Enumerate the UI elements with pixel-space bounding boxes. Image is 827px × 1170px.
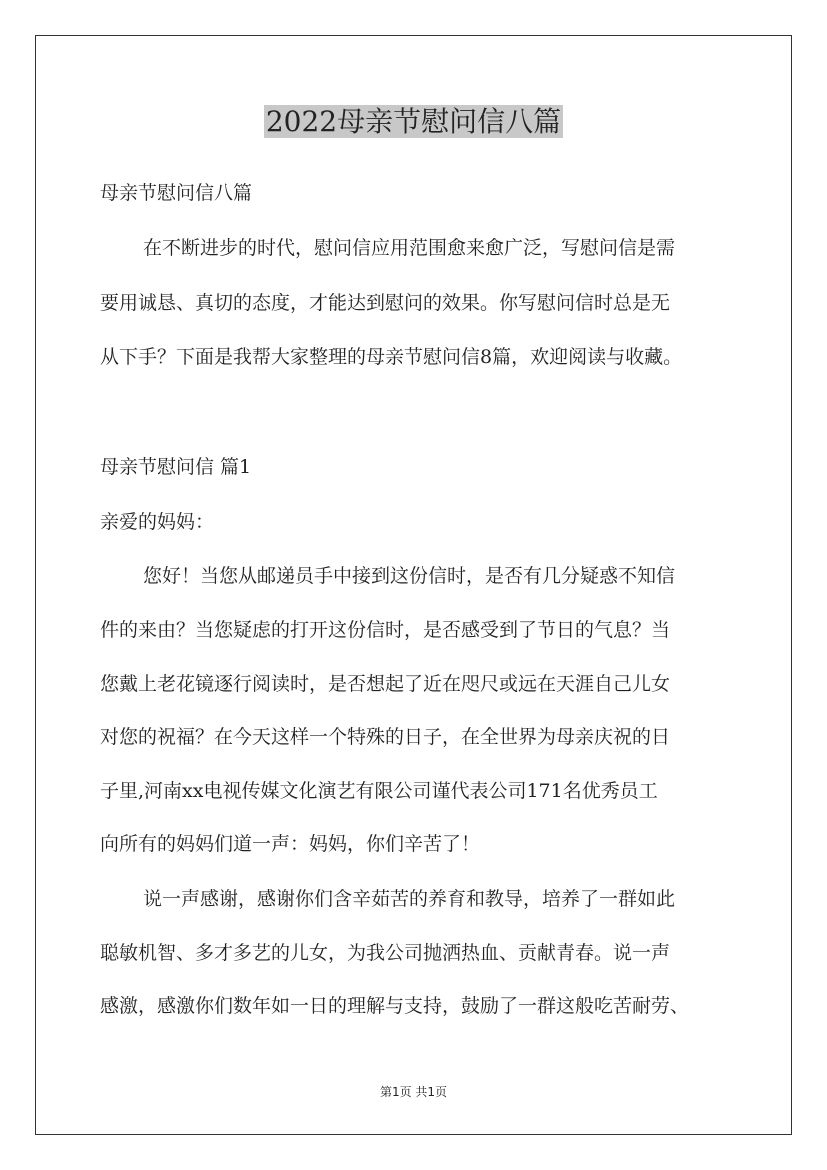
paragraph-line: 感激，感激你们数年如一日的理解与支持，鼓励了一群这般吃苦耐劳、 — [100, 995, 690, 1017]
paragraph-line: 子里,河南xx电视传媒文化演艺有限公司谨代表公司171名优秀员工 — [100, 780, 658, 802]
intro-line: 要用诚恳、真切的态度，才能达到慰问的效果。你写慰问信时总是无 — [100, 292, 671, 314]
intro-line: 在不断进步的时代，慰问信应用范围愈来愈广泛，写慰问信是需 — [143, 237, 676, 259]
section-heading: 母亲节慰问信 篇1 — [100, 456, 252, 478]
paragraph-line: 件的来由？当您疑虑的打开这份信时，是否感受到了节日的气息？当 — [100, 619, 671, 641]
page-footer: 第1页 共1页 — [379, 1085, 448, 1099]
intro-line: 从下手？下面是我帮大家整理的母亲节慰问信8篇，欢迎阅读与收藏。 — [100, 346, 683, 368]
paragraph-line: 说一声感谢，感谢你们含辛茹苦的养育和教导，培养了一群如此 — [143, 888, 676, 910]
subtitle: 母亲节慰问信八篇 — [100, 182, 253, 204]
document-title — [0, 100, 827, 144]
paragraph-line: 对您的祝福？在今天这样一个特殊的日子，在全世界为母亲庆祝的日 — [100, 726, 671, 748]
paragraph-line: 您好！当您从邮递员手中接到这份信时，是否有几分疑惑不知信 — [143, 565, 676, 587]
title-text: 2022母亲节慰问信八篇 — [265, 105, 562, 138]
paragraph-line: 聪敏机智、多才多艺的儿女，为我公司抛洒热血、贡献青春。说一声 — [100, 942, 671, 964]
paragraph-line: 您戴上老花镜逐行阅读时，是否想起了近在咫尺或远在天涯自己儿女 — [100, 673, 671, 695]
salutation: 亲爱的妈妈： — [100, 511, 215, 533]
paragraph-line: 向所有的妈妈们道一声：妈妈，你们辛苦了！ — [100, 833, 481, 855]
